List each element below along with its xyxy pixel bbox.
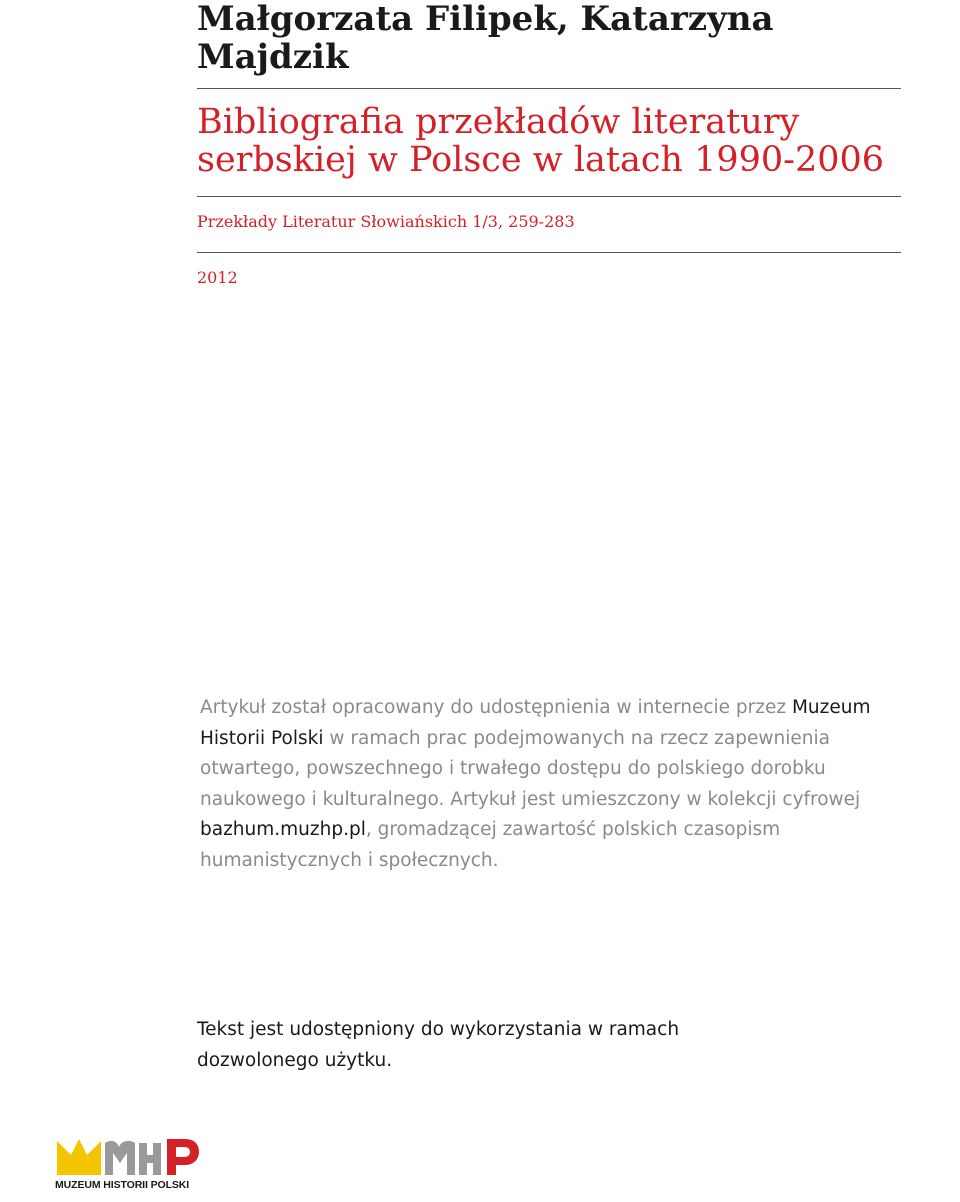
- source-citation: Przekłady Literatur Słowiańskich 1/3, 259-283: [197, 212, 575, 231]
- notice-text-2: w ramach prac podejmowanych na rzecz zapewnienia otwartego, powszechnego i trwałego dostępu do polskiego dorobku naukowego i kulturalnego. Artykuł jest umieszczony w kolekcji cyfrowej: [200, 727, 861, 810]
- divider-top: [197, 88, 901, 89]
- divider-middle: [197, 196, 901, 197]
- notice-text-1: Artykuł został opracowany do udostępnienia w internecie przez: [200, 697, 792, 718]
- collection-link[interactable]: bazhum.muzhp.pl: [200, 819, 366, 840]
- availability-notice: [200, 693, 890, 876]
- publication-year: 2012: [197, 268, 238, 287]
- logo-text: MUZEUM HISTORII POLSKI: [55, 1179, 190, 1191]
- logo-crown-shape: [57, 1139, 101, 1175]
- notice-text-3: , gromadzącej zawartość polskich czasopism humanistycznych i społecznych.: [200, 819, 781, 871]
- museum-logo: [55, 1135, 205, 1195]
- usage-notice: Tekst jest udostępniony do wykorzystania w ramach dozwolonego użytku.: [197, 1019, 680, 1071]
- museum-logo-icon: [55, 1135, 205, 1179]
- logo-p-shape: [167, 1139, 199, 1175]
- article-title: Bibliografia przekładów literatury serbskiej w Polsce w latach 1990-2006: [197, 102, 885, 180]
- institution-name: Muzeum Historii Polski: [200, 697, 871, 749]
- divider-bottom: [197, 252, 901, 253]
- logo-gray-shape: [105, 1141, 135, 1175]
- author-names: Małgorzata Filipek, Katarzyna Majdzik: [197, 0, 774, 77]
- logo-h-shape: [139, 1143, 161, 1175]
